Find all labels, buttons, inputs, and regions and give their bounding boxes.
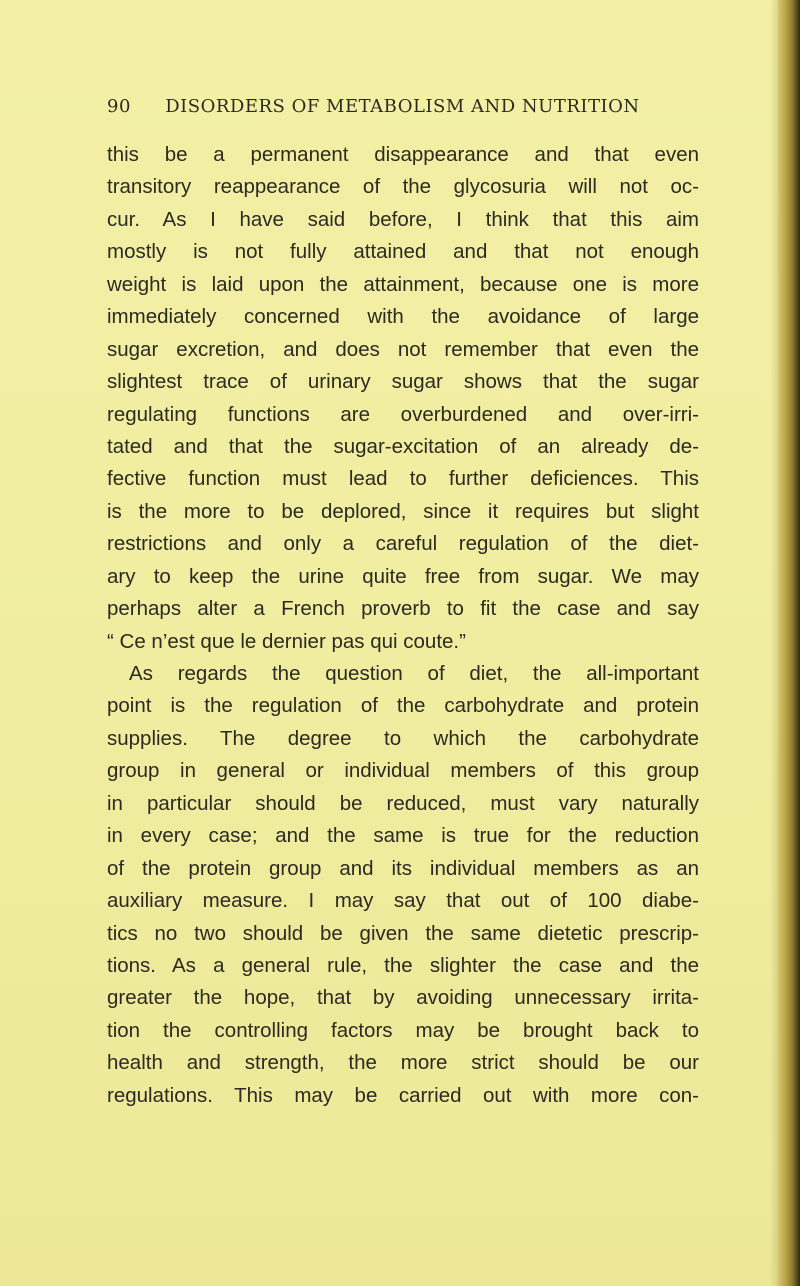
text-line: tics no two should be given the same dietetic prescrip- [107,921,699,945]
paragraph-start-line: As regards the question of diet, the all-important [129,662,699,685]
text-line: of the protein group and its individual members as an [107,856,699,880]
text-line: “ Ce n’est que le dernier pas qui coute.” [107,629,466,653]
page-number: 90 [107,96,131,117]
text-line: slightest trace of urinary sugar shows that the sugar [107,370,699,394]
page-gutter-shadow [770,0,778,1286]
text-line: tion the controlling factors may be brought back to [107,1018,699,1042]
text-line: health and strength, the more strict should be our [107,1051,699,1075]
text-line: tated and that the sugar-excitation of an already de- [107,434,699,458]
text-line: is the more to be deplored, since it requires but slight [107,499,699,523]
text-line: point is the regulation of the carbohydrate and protein [107,694,699,718]
text-line: mostly is not fully attained and that not enough [107,240,699,264]
text-line: auxiliary measure. I may say that out of 100 diabe- [107,889,699,913]
text-line: group in general or individual members of this group [107,759,699,783]
book-spine-edge [778,0,800,1286]
text-line: immediately concerned with the avoidance of large [107,305,699,329]
text-line: restrictions and only a careful regulation of the diet- [107,532,699,556]
text-line: transitory reappearance of the glycosuria will not oc- [107,175,699,199]
text-line: tions. As a general rule, the slighter the case and the [107,953,699,977]
text-line: weight is laid upon the attainment, because one is more [107,272,699,296]
text-line: regulating functions are overburdened and over-irri- [107,402,699,426]
text-line: cur. As I have said before, I think that this aim [107,207,699,231]
body-text [107,139,699,1112]
text-line: regulations. This may be carried out with more con- [107,1083,699,1107]
text-line: in every case; and the same is true for the reduction [107,824,699,848]
text-line: sugar excretion, and does not remember that even the [107,337,699,361]
text-line: this be a permanent disappearance and that even [107,143,699,166]
running-title: DISORDERS OF METABOLISM AND NUTRITION [165,96,640,117]
page-header [107,96,707,124]
text-line: supplies. The degree to which the carbohydrate [107,726,699,750]
text-line: in particular should be reduced, must vary naturally [107,791,699,815]
text-line: ary to keep the urine quite free from sugar. We may [107,564,699,588]
text-line: perhaps alter a French proverb to fit the case and say [107,597,699,621]
text-line: greater the hope, that by avoiding unnecessary irrita- [107,986,699,1010]
text-line: fective function must lead to further deficiences. This [107,467,699,491]
